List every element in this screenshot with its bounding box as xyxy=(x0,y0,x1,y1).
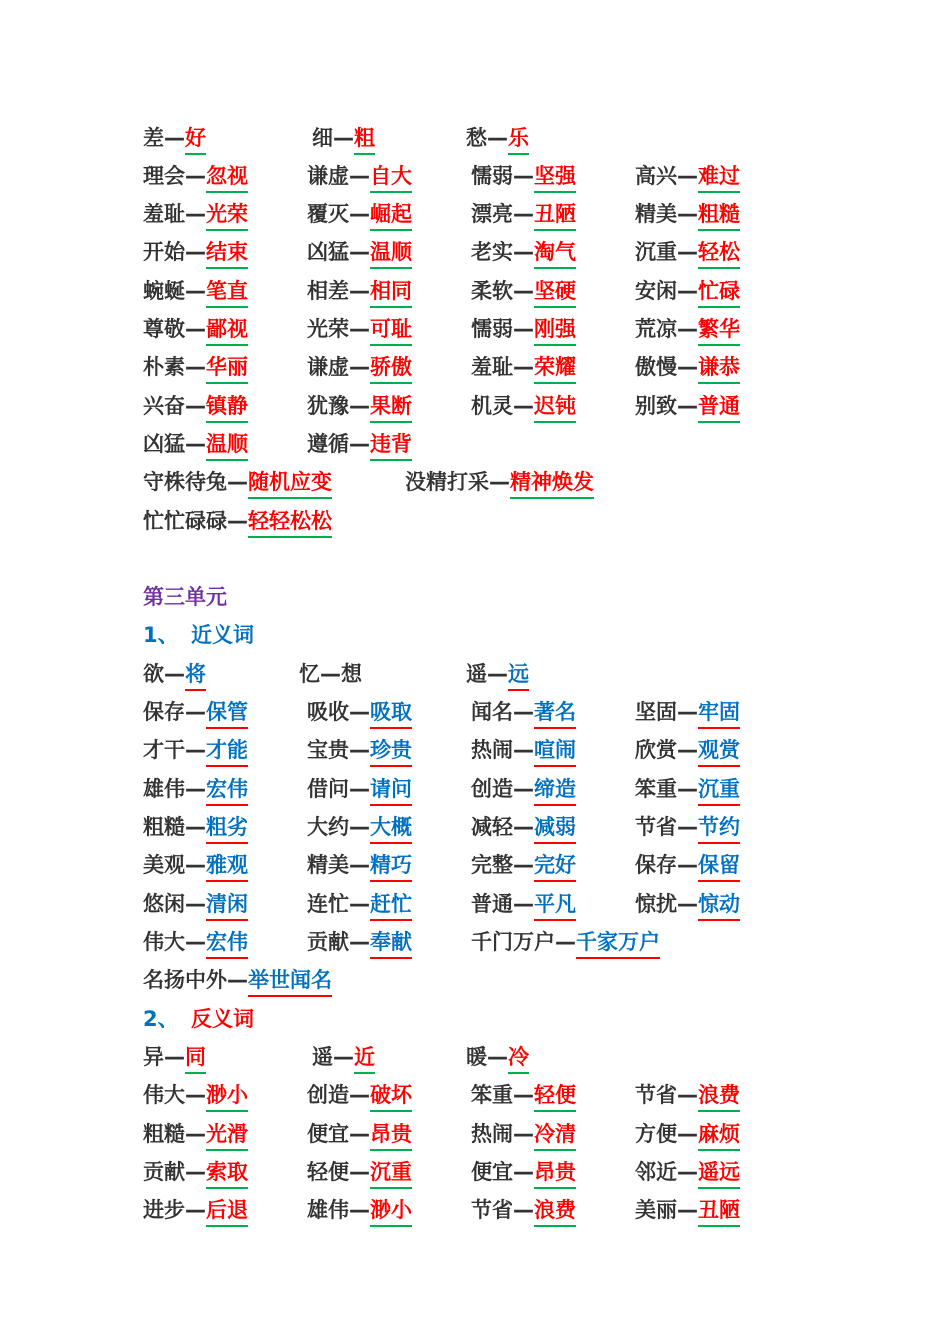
word-pair: 懦弱—坚强 xyxy=(471,157,576,195)
word: 蜿蜒 xyxy=(143,279,185,303)
answer-word: 保留 xyxy=(698,851,740,882)
answer-word: 著名 xyxy=(534,698,576,729)
word-pair: 便宜—昂贵 xyxy=(471,1153,576,1191)
answer-word: 完好 xyxy=(534,851,576,882)
answer-word: 繁华 xyxy=(698,315,740,346)
answer-word: 光滑 xyxy=(206,1120,248,1151)
section-number: 1、 xyxy=(143,623,179,647)
word: 荒凉 xyxy=(635,317,677,341)
word-pair: 犹豫—果断 xyxy=(307,387,412,425)
word: 热闹 xyxy=(471,738,513,762)
word: 光荣 xyxy=(307,317,349,341)
word: 漂亮 xyxy=(471,202,513,226)
word: 雄伟 xyxy=(143,777,185,801)
answer-word: 冷 xyxy=(508,1043,529,1074)
word-pair: 保存—保管 xyxy=(143,693,248,731)
answer-word: 缔造 xyxy=(534,775,576,806)
word-pair: 完整—完好 xyxy=(471,846,576,884)
word-pair: 贡献—奉献 xyxy=(307,923,412,961)
word-row xyxy=(0,885,950,923)
word: 悠闲 xyxy=(143,892,185,916)
answer-word: 可耻 xyxy=(370,315,412,346)
word: 惊扰 xyxy=(635,892,677,916)
word: 暖 xyxy=(466,1045,487,1069)
word: 进步 xyxy=(143,1198,185,1222)
answer-word: 减弱 xyxy=(534,813,576,844)
word: 机灵 xyxy=(471,394,513,418)
word-pair: 笨重—轻便 xyxy=(471,1076,576,1114)
answer-word: 谦恭 xyxy=(698,353,740,384)
answer-word: 观赏 xyxy=(698,736,740,767)
word-pair: 老实—淘气 xyxy=(471,233,576,271)
section-title: 反义词 xyxy=(191,1007,254,1031)
word-pair: 谦虚—骄傲 xyxy=(307,348,412,386)
answer-word: 沉重 xyxy=(370,1158,412,1189)
word-pair: 减轻—减弱 xyxy=(471,808,576,846)
word-row xyxy=(0,463,950,501)
answer-word: 千家万户 xyxy=(576,928,660,959)
word: 沉重 xyxy=(635,240,677,264)
answer-word: 沉重 xyxy=(698,775,740,806)
answer-word: 坚硬 xyxy=(534,277,576,308)
word-pair: 柔软—坚硬 xyxy=(471,272,576,310)
answer-word: 骄傲 xyxy=(370,353,412,384)
word-pair: 覆灭—崛起 xyxy=(307,195,412,233)
word-pair: 创造—缔造 xyxy=(471,770,576,808)
word: 愁 xyxy=(466,126,487,150)
answer-word: 粗 xyxy=(354,124,375,155)
word: 笨重 xyxy=(471,1083,513,1107)
word-pair: 安闲—忙碌 xyxy=(635,272,740,310)
word-pair: 傲慢—谦恭 xyxy=(635,348,740,386)
answer-word: 远 xyxy=(508,660,529,691)
answer-word: 荣耀 xyxy=(534,353,576,384)
word-pair: 精美—粗糙 xyxy=(635,195,740,233)
word: 便宜 xyxy=(471,1160,513,1184)
word-pair: 没精打采—精神焕发 xyxy=(405,463,594,501)
word: 创造 xyxy=(307,1083,349,1107)
answer-word: 麻烦 xyxy=(698,1120,740,1151)
word-pair: 朴素—华丽 xyxy=(143,348,248,386)
word-pair: 粗糙—光滑 xyxy=(143,1115,248,1153)
answer-word: 轻松 xyxy=(698,238,740,269)
word-row xyxy=(0,1038,950,1076)
word-pair: 才干—才能 xyxy=(143,731,248,769)
word-pair: 沉重—轻松 xyxy=(635,233,740,271)
word: 千门万户 xyxy=(471,930,555,954)
word: 差 xyxy=(143,126,164,150)
answer-word: 节约 xyxy=(698,813,740,844)
word-pair: 漂亮—丑陋 xyxy=(471,195,576,233)
word: 方便 xyxy=(635,1122,677,1146)
word-pair: 谦虚—自大 xyxy=(307,157,412,195)
word-pair: 保存—保留 xyxy=(635,846,740,884)
word-row xyxy=(0,310,950,348)
word-pair: 羞耻—光荣 xyxy=(143,195,248,233)
answer-word: 吸取 xyxy=(370,698,412,729)
answer-word: 乐 xyxy=(508,124,529,155)
answer-word: 坚强 xyxy=(534,162,576,193)
word-row xyxy=(0,1076,950,1114)
word-pair: 开始—结束 xyxy=(143,233,248,271)
word: 邻近 xyxy=(635,1160,677,1184)
word: 节省 xyxy=(635,815,677,839)
word-row xyxy=(0,272,950,310)
word-pair: 美观—雅观 xyxy=(143,846,248,884)
word: 欣赏 xyxy=(635,738,677,762)
answer-word: 粗糙 xyxy=(698,200,740,231)
answer-word: 才能 xyxy=(206,736,248,767)
word-row xyxy=(0,846,950,884)
word-pair: 理会—忽视 xyxy=(143,157,248,195)
word-pair: 吸收—吸取 xyxy=(307,693,412,731)
answer-word: 粗劣 xyxy=(206,813,248,844)
answer-word: 近 xyxy=(354,1043,375,1074)
word-pair: 节省—浪费 xyxy=(635,1076,740,1114)
word-row xyxy=(0,348,950,386)
word: 遵循 xyxy=(307,432,349,456)
answer-word: 后退 xyxy=(206,1196,248,1227)
answer-word: 相同 xyxy=(370,277,412,308)
answer-word: 刚强 xyxy=(534,315,576,346)
word: 名扬中外 xyxy=(143,968,227,992)
word: 细 xyxy=(312,126,333,150)
word-pair: 便宜—昂贵 xyxy=(307,1115,412,1153)
unit-title: 第三单元 xyxy=(143,585,227,609)
word: 大约 xyxy=(307,815,349,839)
word: 懦弱 xyxy=(471,317,513,341)
word: 精美 xyxy=(635,202,677,226)
answer-word: 迟钝 xyxy=(534,392,576,423)
answer-word: 昂贵 xyxy=(370,1120,412,1151)
word-pair: 惊扰—惊动 xyxy=(635,885,740,923)
word: 闻名 xyxy=(471,700,513,724)
word: 节省 xyxy=(635,1083,677,1107)
answer-word: 华丽 xyxy=(206,353,248,384)
word-pair: 守株待兔—随机应变 xyxy=(143,463,332,501)
word-row xyxy=(0,1153,950,1191)
answer-word: 将 xyxy=(185,660,206,691)
word-row xyxy=(0,157,950,195)
section-heading-antonyms xyxy=(143,1000,254,1038)
word-pair: 欲—将 xyxy=(143,655,206,693)
answer-word: 举世闻名 xyxy=(248,966,332,997)
word-row xyxy=(0,119,950,157)
answer-word: 请问 xyxy=(370,775,412,806)
word-pair: 尊敬—鄙视 xyxy=(143,310,248,348)
word-pair: 光荣—可耻 xyxy=(307,310,412,348)
word: 懦弱 xyxy=(471,164,513,188)
word: 笨重 xyxy=(635,777,677,801)
answer-word: 忽视 xyxy=(206,162,248,193)
word: 借问 xyxy=(307,777,349,801)
word: 美观 xyxy=(143,853,185,877)
section-heading-synonyms xyxy=(143,616,254,654)
word-pair: 名扬中外—举世闻名 xyxy=(143,961,332,999)
word: 遥 xyxy=(466,662,487,686)
answer-word: 牢固 xyxy=(698,698,740,729)
word-pair: 雄伟—渺小 xyxy=(307,1191,412,1229)
word-pair: 粗糙—粗劣 xyxy=(143,808,248,846)
answer-word: 随机应变 xyxy=(248,468,332,499)
answer-word: 忙碌 xyxy=(698,277,740,308)
answer-word: 想 xyxy=(341,662,362,686)
answer-word: 昂贵 xyxy=(534,1158,576,1189)
answer-word: 保管 xyxy=(206,698,248,729)
answer-word: 精巧 xyxy=(370,851,412,882)
word: 遥 xyxy=(312,1045,333,1069)
word-pair: 荒凉—繁华 xyxy=(635,310,740,348)
answer-word: 清闲 xyxy=(206,890,248,921)
answer-word: 浪费 xyxy=(534,1196,576,1227)
word-pair: 美丽—丑陋 xyxy=(635,1191,740,1229)
word-pair: 愁—乐 xyxy=(466,119,529,157)
word-pair: 笨重—沉重 xyxy=(635,770,740,808)
word-pair: 异—同 xyxy=(143,1038,206,1076)
word: 粗糙 xyxy=(143,815,185,839)
word: 理会 xyxy=(143,164,185,188)
word: 开始 xyxy=(143,240,185,264)
answer-word: 笔直 xyxy=(206,277,248,308)
answer-word: 宏伟 xyxy=(206,928,248,959)
word: 减轻 xyxy=(471,815,513,839)
word: 羞耻 xyxy=(471,355,513,379)
answer-word: 同 xyxy=(185,1043,206,1074)
word: 相差 xyxy=(307,279,349,303)
answer-word: 镇静 xyxy=(206,392,248,423)
word-pair: 方便—麻烦 xyxy=(635,1115,740,1153)
answer-word: 雅观 xyxy=(206,851,248,882)
word-pair: 伟大—渺小 xyxy=(143,1076,248,1114)
word: 保存 xyxy=(635,853,677,877)
word: 保存 xyxy=(143,700,185,724)
word-row xyxy=(0,808,950,846)
word-row xyxy=(0,233,950,271)
word-pair: 细—粗 xyxy=(312,119,375,157)
word-row xyxy=(0,387,950,425)
word: 覆灭 xyxy=(307,202,349,226)
word: 精美 xyxy=(307,853,349,877)
answer-word: 丑陋 xyxy=(534,200,576,231)
answer-word: 渺小 xyxy=(206,1081,248,1112)
answer-word: 奉献 xyxy=(370,928,412,959)
word-pair: 热闹—喧闹 xyxy=(471,731,576,769)
answer-word: 结束 xyxy=(206,238,248,269)
word-pair: 相差—相同 xyxy=(307,272,412,310)
answer-word: 渺小 xyxy=(370,1196,412,1227)
word-pair: 机灵—迟钝 xyxy=(471,387,576,425)
word-pair: 借问—请问 xyxy=(307,770,412,808)
word: 谦虚 xyxy=(307,164,349,188)
answer-word: 温顺 xyxy=(206,430,248,461)
word-pair: 普通—平凡 xyxy=(471,885,576,923)
word-pair: 忙忙碌碌—轻轻松松 xyxy=(143,502,332,540)
answer-word: 冷清 xyxy=(534,1120,576,1151)
answer-word: 浪费 xyxy=(698,1081,740,1112)
word-pair: 懦弱—刚强 xyxy=(471,310,576,348)
word: 伟大 xyxy=(143,1083,185,1107)
word-row xyxy=(0,655,950,693)
word: 贡献 xyxy=(143,1160,185,1184)
word-pair: 忆—想 xyxy=(299,662,362,686)
word: 才干 xyxy=(143,738,185,762)
answer-word: 惊动 xyxy=(698,890,740,921)
word-pair: 雄伟—宏伟 xyxy=(143,770,248,808)
word: 连忙 xyxy=(307,892,349,916)
word-pair: 高兴—难过 xyxy=(635,157,740,195)
word-pair: 别致—普通 xyxy=(635,387,740,425)
word: 忆 xyxy=(299,662,320,686)
word-pair: 宝贵—珍贵 xyxy=(307,731,412,769)
word: 兴奋 xyxy=(143,394,185,418)
word: 创造 xyxy=(471,777,513,801)
answer-word: 普通 xyxy=(698,392,740,423)
word-pair: 遥—远 xyxy=(466,655,529,693)
answer-word: 温顺 xyxy=(370,238,412,269)
word-row xyxy=(0,502,950,540)
word-row xyxy=(0,961,950,999)
word: 欲 xyxy=(143,662,164,686)
word: 朴素 xyxy=(143,355,185,379)
word-row xyxy=(0,770,950,808)
answer-word: 精神焕发 xyxy=(510,468,594,499)
word: 守株待兔 xyxy=(143,470,227,494)
answer-word: 珍贵 xyxy=(370,736,412,767)
word: 谦虚 xyxy=(307,355,349,379)
word-row xyxy=(0,1115,950,1153)
word-pair: 悠闲—清闲 xyxy=(143,885,248,923)
word-pair: 闻名—著名 xyxy=(471,693,576,731)
answer-word: 违背 xyxy=(370,430,412,461)
word-pair: 邻近—遥远 xyxy=(635,1153,740,1191)
word: 完整 xyxy=(471,853,513,877)
word: 傲慢 xyxy=(635,355,677,379)
word-row xyxy=(0,195,950,233)
answer-word: 果断 xyxy=(370,392,412,423)
answer-word: 鄙视 xyxy=(206,315,248,346)
word-row xyxy=(0,693,950,731)
word: 高兴 xyxy=(635,164,677,188)
answer-word: 光荣 xyxy=(206,200,248,231)
word: 伟大 xyxy=(143,930,185,954)
word-pair: 精美—精巧 xyxy=(307,846,412,884)
answer-word: 轻便 xyxy=(534,1081,576,1112)
answer-word: 崛起 xyxy=(370,200,412,231)
word-row xyxy=(0,923,950,961)
word: 宝贵 xyxy=(307,738,349,762)
word: 安闲 xyxy=(635,279,677,303)
word-pair: 羞耻—荣耀 xyxy=(471,348,576,386)
word: 凶猛 xyxy=(143,432,185,456)
word-pair: 千门万户—千家万户 xyxy=(471,923,660,961)
answer-word: 淘气 xyxy=(534,238,576,269)
word: 美丽 xyxy=(635,1198,677,1222)
word-pair: 连忙—赶忙 xyxy=(307,885,412,923)
word-row xyxy=(0,425,950,463)
word-pair: 轻便—沉重 xyxy=(307,1153,412,1191)
word: 犹豫 xyxy=(307,394,349,418)
answer-word: 平凡 xyxy=(534,890,576,921)
answer-word: 丑陋 xyxy=(698,1196,740,1227)
word: 普通 xyxy=(471,892,513,916)
answer-word: 大概 xyxy=(370,813,412,844)
word-pair: 伟大—宏伟 xyxy=(143,923,248,961)
word: 羞耻 xyxy=(143,202,185,226)
word: 老实 xyxy=(471,240,513,264)
answer-word: 喧闹 xyxy=(534,736,576,767)
word-pair: 创造—破坏 xyxy=(307,1076,412,1114)
answer-word: 轻轻松松 xyxy=(248,507,332,538)
word: 异 xyxy=(143,1045,164,1069)
word: 没精打采 xyxy=(405,470,489,494)
word: 节省 xyxy=(471,1198,513,1222)
word-pair: 凶猛—温顺 xyxy=(143,425,248,463)
word-pair: 进步—后退 xyxy=(143,1191,248,1229)
word: 吸收 xyxy=(307,700,349,724)
answer-word: 难过 xyxy=(698,162,740,193)
section-number: 2、 xyxy=(143,1007,179,1031)
section-title: 近义词 xyxy=(191,623,254,647)
word-pair: 遵循—违背 xyxy=(307,425,412,463)
word-row xyxy=(0,1191,950,1229)
word-pair: 凶猛—温顺 xyxy=(307,233,412,271)
word-pair: 节省—浪费 xyxy=(471,1191,576,1229)
word: 坚固 xyxy=(635,700,677,724)
word: 柔软 xyxy=(471,279,513,303)
word: 粗糙 xyxy=(143,1122,185,1146)
word: 凶猛 xyxy=(307,240,349,264)
word: 雄伟 xyxy=(307,1198,349,1222)
word-pair: 贡献—索取 xyxy=(143,1153,248,1191)
word-pair: 蜿蜒—笔直 xyxy=(143,272,248,310)
word-pair: 欣赏—观赏 xyxy=(635,731,740,769)
answer-word: 赶忙 xyxy=(370,890,412,921)
word-pair: 兴奋—镇静 xyxy=(143,387,248,425)
word-row xyxy=(0,731,950,769)
word: 别致 xyxy=(635,394,677,418)
answer-word: 好 xyxy=(185,124,206,155)
word-pair: 坚固—牢固 xyxy=(635,693,740,731)
word-pair: 大约—大概 xyxy=(307,808,412,846)
answer-word: 遥远 xyxy=(698,1158,740,1189)
word-pair: 节省—节约 xyxy=(635,808,740,846)
answer-word: 自大 xyxy=(370,162,412,193)
word: 便宜 xyxy=(307,1122,349,1146)
word: 贡献 xyxy=(307,930,349,954)
word: 忙忙碌碌 xyxy=(143,509,227,533)
answer-word: 破坏 xyxy=(370,1081,412,1112)
word: 热闹 xyxy=(471,1122,513,1146)
word-pair: 暖—冷 xyxy=(466,1038,529,1076)
answer-word: 宏伟 xyxy=(206,775,248,806)
word: 轻便 xyxy=(307,1160,349,1184)
word-pair: 差—好 xyxy=(143,119,206,157)
word-pair: 遥—近 xyxy=(312,1038,375,1076)
word: 尊敬 xyxy=(143,317,185,341)
answer-word: 索取 xyxy=(206,1158,248,1189)
word-pair: 热闹—冷清 xyxy=(471,1115,576,1153)
